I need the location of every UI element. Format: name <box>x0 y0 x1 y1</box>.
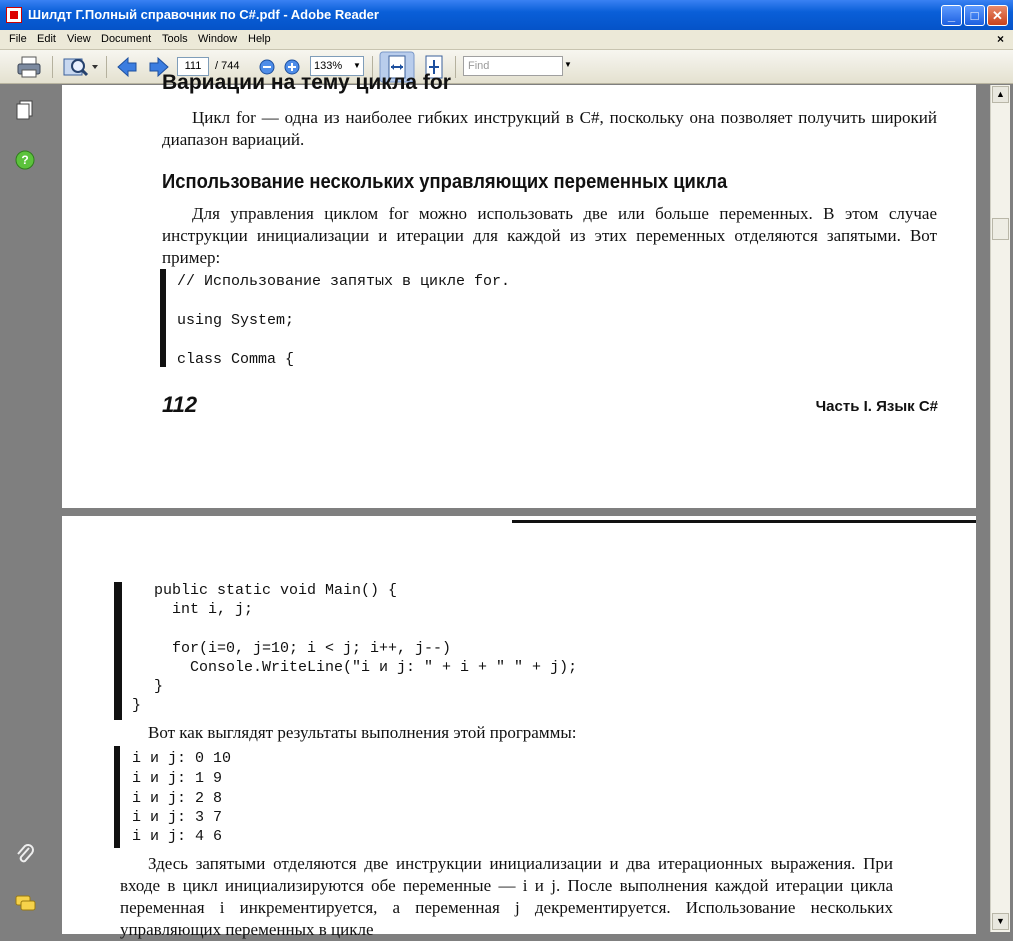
code-line: } <box>154 678 164 695</box>
zoom-value: 133% <box>314 60 343 72</box>
scan-edge-line <box>512 520 976 523</box>
vertical-scrollbar[interactable] <box>990 85 1010 932</box>
page-number-input[interactable]: 111 <box>177 57 209 76</box>
paragraph: Здесь запятыми отделяются две инструкции инициализации и два итерационных выражения. При входе в цикл инициализируются обе переменные — i и j. После выполнения каждой итерации цикла переменная i инкрементируется, а переменная j декрементируется. Использование нескольких управляющих переменных в цикле <box>120 854 893 939</box>
paragraph: Вот как выглядят результаты выполнения этой программы: <box>148 723 577 742</box>
code-line: using System; <box>177 312 295 329</box>
menu-window[interactable]: Window <box>198 33 238 45</box>
menu-view[interactable]: View <box>67 33 91 45</box>
minimize-button[interactable]: _ <box>941 5 962 26</box>
toolbar-separator <box>52 56 53 78</box>
help-icon[interactable] <box>14 149 36 171</box>
output-line: i и j: 4 6 <box>132 828 223 845</box>
close-button[interactable]: ✕ <box>987 5 1008 26</box>
document-page <box>62 516 976 939</box>
find-tool-icon[interactable] <box>62 55 98 79</box>
scroll-thumb[interactable] <box>992 218 1009 240</box>
pages-icon[interactable] <box>14 99 36 121</box>
paragraph: Цикл for — одна из наиболее гибких инструкций в C#, поскольку она позволяет получить широкий диапазон вариаций. <box>162 108 937 149</box>
output-line: i и j: 3 7 <box>132 809 223 826</box>
code-line: } <box>132 697 142 714</box>
toolbar-separator <box>106 56 107 78</box>
maximize-button[interactable]: □ <box>964 5 985 26</box>
chevron-down-icon[interactable]: ▼ <box>564 60 572 69</box>
title-bar <box>0 0 1013 30</box>
code-margin-bar <box>114 582 122 720</box>
menu-help[interactable]: Help <box>248 33 271 45</box>
adobe-reader-icon <box>6 7 22 23</box>
menu-tools[interactable]: Tools <box>162 33 188 45</box>
previous-page-icon[interactable] <box>116 56 138 78</box>
menu-document[interactable]: Document <box>101 33 152 45</box>
comments-icon[interactable] <box>14 893 36 915</box>
menu-edit[interactable]: Edit <box>37 33 56 45</box>
menu-bar <box>0 30 1013 50</box>
paragraph: Для управления циклом for можно использовать две или больше переменных. В этом случае инструкции инициализации и итерации для каждой из этих переменных отделяются запятыми. Вот пример: <box>162 204 937 267</box>
code-line: class Comma { <box>177 351 295 368</box>
document-page <box>62 71 976 508</box>
output-line: i и j: 1 9 <box>132 770 223 787</box>
navigation-panel <box>0 85 52 934</box>
output-line: i и j: 0 10 <box>132 750 232 767</box>
section-heading-cut: Вариации на тему цикла for <box>162 71 451 94</box>
running-footer: Часть I. Язык C# <box>815 398 938 415</box>
code-line: public static void Main() { <box>154 582 398 599</box>
page-number: 112 <box>162 392 198 417</box>
scroll-down-button[interactable]: ▼ <box>992 913 1009 930</box>
code-line: Console.WriteLine("i и j: " + i + " " + j); <box>154 659 578 676</box>
page-total-label: / 744 <box>215 60 240 72</box>
code-line: // Использование запятых в цикле for. <box>177 273 511 290</box>
output-margin-bar <box>114 746 120 848</box>
close-document-button[interactable]: × <box>996 32 1004 46</box>
menu-file[interactable]: File <box>9 33 27 45</box>
section-heading: Использование нескольких управляющих переменных цикла <box>162 171 728 193</box>
window-title: Шилдт Г.Полный справочник по C#.pdf - Adobe Reader <box>28 7 379 22</box>
svg-text:?: ? <box>21 153 29 167</box>
code-line: for(i=0, j=10; i < j; i++, j--) <box>154 640 452 657</box>
toolbar-separator <box>455 56 456 78</box>
attachment-icon[interactable] <box>14 843 36 865</box>
find-input[interactable]: Find <box>463 56 563 76</box>
code-line: int i, j; <box>154 601 254 618</box>
output-line: i и j: 2 8 <box>132 790 223 807</box>
chevron-down-icon[interactable]: ▼ <box>353 61 361 70</box>
print-icon[interactable] <box>16 55 44 79</box>
code-margin-bar <box>160 269 166 367</box>
scroll-up-button[interactable]: ▲ <box>992 86 1009 103</box>
